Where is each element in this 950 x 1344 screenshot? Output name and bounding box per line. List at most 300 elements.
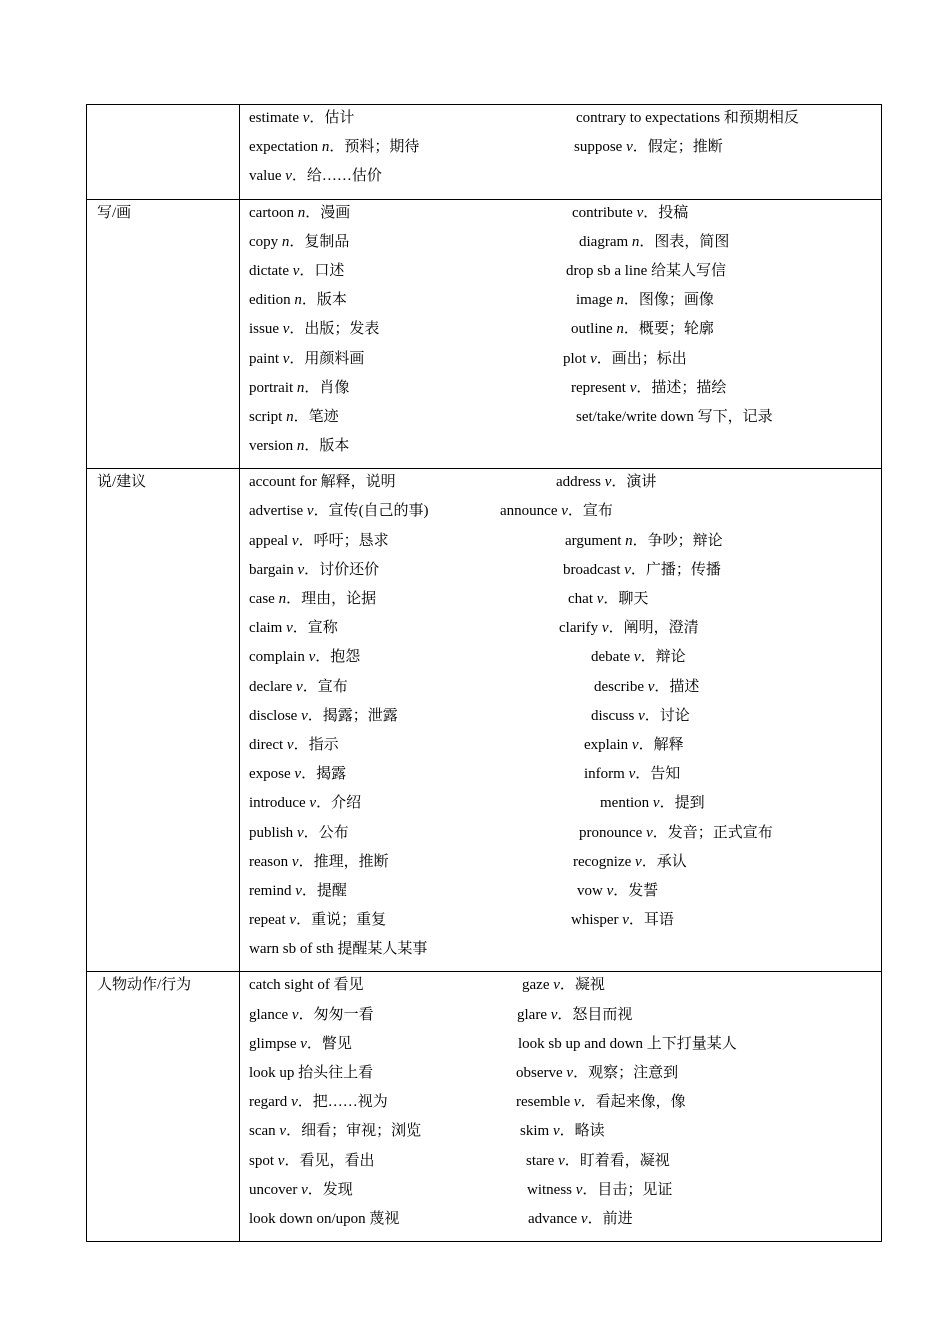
term-word: issue xyxy=(249,321,283,338)
term-meaning: ．略读 xyxy=(559,1123,605,1140)
part-of-speech: v xyxy=(566,1065,574,1081)
term-word: direct xyxy=(249,736,287,753)
vocab-term-left xyxy=(249,764,346,784)
term-word: clarify xyxy=(559,620,602,637)
part-of-speech: v xyxy=(294,766,302,783)
vocab-term-right xyxy=(591,706,690,726)
part-of-speech: v xyxy=(626,139,633,156)
vocab-line xyxy=(249,1092,881,1121)
part-of-speech: v xyxy=(604,474,612,491)
part-of-speech: v xyxy=(301,707,308,724)
term-meaning: ．图表，简图 xyxy=(639,233,730,250)
vocab-line xyxy=(249,764,881,793)
part-of-speech: v xyxy=(590,350,597,367)
part-of-speech: v xyxy=(286,736,294,753)
vocab-term-right xyxy=(584,764,680,784)
vocab-line xyxy=(249,166,881,195)
term-meaning: ．投稿 xyxy=(643,204,689,221)
vocab-term-left xyxy=(249,618,338,638)
part-of-speech: n xyxy=(278,591,287,607)
term-word: represent xyxy=(571,379,630,396)
term-meaning: ．描述；描绘 xyxy=(636,379,727,396)
category-cell: 说/建议 xyxy=(87,469,240,972)
vocab-section-row xyxy=(87,199,882,469)
part-of-speech: v xyxy=(629,379,637,396)
term-meaning: ．辩论 xyxy=(640,649,686,666)
part-of-speech: v xyxy=(291,1006,299,1023)
vocab-term-right xyxy=(576,108,799,128)
term-meaning: ．盯着看，凝视 xyxy=(564,1152,670,1169)
part-of-speech: n xyxy=(631,233,640,250)
vocab-line xyxy=(249,203,881,232)
part-of-speech: v xyxy=(638,707,645,724)
vocab-line xyxy=(249,735,881,764)
part-of-speech: v xyxy=(558,1152,565,1169)
vocab-line xyxy=(249,975,881,1004)
term-meaning: ．抱怨 xyxy=(315,649,361,666)
vocab-line xyxy=(249,618,881,647)
term-word: plot xyxy=(563,350,591,367)
vocab-line xyxy=(249,501,881,530)
vocab-term-right xyxy=(572,203,688,223)
vocab-term-left xyxy=(249,735,339,755)
words-cell xyxy=(240,972,882,1242)
term-word: copy xyxy=(249,233,282,250)
term-word: script xyxy=(249,408,287,425)
term-meaning: ．版本 xyxy=(304,438,350,455)
vocab-table xyxy=(86,104,882,1242)
term-meaning: ．复制品 xyxy=(289,233,350,250)
term-word: disclose xyxy=(249,707,302,724)
term-word: portrait xyxy=(249,379,297,396)
vocab-term-left xyxy=(249,319,379,339)
term-word: outline xyxy=(571,321,617,338)
vocab-line xyxy=(249,560,881,589)
vocab-term-left xyxy=(249,472,396,492)
vocab-line xyxy=(249,407,881,436)
term-word: resemble xyxy=(516,1094,574,1111)
part-of-speech: v xyxy=(306,503,314,520)
vocab-term-right xyxy=(574,137,723,157)
term-meaning: ．演讲 xyxy=(611,474,657,491)
vocab-term-left xyxy=(249,852,389,872)
vocab-term-left xyxy=(249,910,386,930)
term-meaning: ．概要；轮廓 xyxy=(623,321,714,338)
vocab-line xyxy=(249,349,881,378)
term-meaning: ．宣布 xyxy=(567,503,613,520)
part-of-speech: v xyxy=(628,766,636,783)
vocab-line xyxy=(249,823,881,852)
part-of-speech: n xyxy=(616,321,624,338)
vocab-term-left xyxy=(249,407,339,427)
part-of-speech: n xyxy=(296,438,305,455)
term-word: address xyxy=(556,474,605,491)
term-word: introduce xyxy=(249,795,310,812)
part-of-speech: n xyxy=(616,292,624,309)
vocab-term-right xyxy=(579,232,729,252)
term-word: gaze xyxy=(522,977,554,994)
vocab-term-left xyxy=(249,706,398,726)
term-meaning: ．宣传(自己的事) xyxy=(313,503,429,520)
term-word: contribute xyxy=(572,204,637,221)
vocab-term-right xyxy=(594,677,699,697)
part-of-speech: v xyxy=(652,795,660,812)
part-of-speech: v xyxy=(282,350,290,367)
vocab-line xyxy=(249,319,881,348)
term-word: spot xyxy=(249,1152,278,1169)
vocab-line xyxy=(249,378,881,407)
term-word: skim xyxy=(520,1123,553,1140)
vocab-term-left xyxy=(249,232,349,252)
part-of-speech: v xyxy=(647,678,655,695)
vocab-line xyxy=(249,232,881,261)
part-of-speech: v xyxy=(302,110,310,126)
part-of-speech: v xyxy=(300,1035,307,1052)
vocab-term-right xyxy=(573,852,687,872)
term-meaning: ．肖像 xyxy=(304,379,350,396)
vocab-term-left xyxy=(249,436,349,456)
words-cell xyxy=(240,105,882,200)
vocab-term-left xyxy=(249,881,347,901)
part-of-speech: v xyxy=(624,561,631,578)
part-of-speech: v xyxy=(308,649,316,666)
term-word: recognize xyxy=(573,853,636,870)
term-word: repeat xyxy=(249,912,290,929)
term-word: declare xyxy=(249,678,297,695)
term-meaning: ．用颜料画 xyxy=(289,350,365,367)
term-meaning: ．发现 xyxy=(307,1181,353,1198)
part-of-speech: v xyxy=(631,736,639,753)
term-word: observe xyxy=(516,1065,567,1081)
term-word: set/take/write down 写下，记录 xyxy=(576,408,773,425)
term-word: image xyxy=(576,292,617,309)
vocab-term-right xyxy=(517,1005,632,1025)
term-meaning: ．凝视 xyxy=(559,977,605,994)
words-cell xyxy=(240,469,882,972)
vocab-term-right xyxy=(528,1209,633,1229)
part-of-speech: v xyxy=(291,1094,298,1111)
part-of-speech: v xyxy=(295,882,302,899)
term-word: appeal xyxy=(249,532,292,549)
vocab-term-right xyxy=(565,531,723,551)
term-word: suppose xyxy=(574,139,627,156)
term-word: debate xyxy=(591,649,634,666)
vocab-section-row xyxy=(87,469,882,972)
term-word: mention xyxy=(600,795,653,812)
term-meaning: ．介绍 xyxy=(316,795,362,812)
vocab-line xyxy=(249,137,881,166)
term-meaning: ．呼吁；恳求 xyxy=(298,532,389,549)
term-word: glimpse xyxy=(249,1035,301,1052)
vocab-line xyxy=(249,290,881,319)
term-meaning: ．宣布 xyxy=(302,678,348,695)
term-word: scan xyxy=(249,1123,280,1140)
term-word: publish xyxy=(249,824,297,841)
term-word: pronounce xyxy=(579,824,647,841)
term-meaning: ．目击；见证 xyxy=(582,1181,673,1198)
part-of-speech: v xyxy=(635,853,642,870)
term-meaning: ．预料；期待 xyxy=(329,139,420,156)
term-word: cartoon xyxy=(249,204,298,221)
part-of-speech: v xyxy=(601,620,609,637)
term-meaning: ．怒目而视 xyxy=(557,1006,633,1023)
vocab-line xyxy=(249,910,881,939)
term-word: chat xyxy=(568,591,597,607)
vocab-term-left xyxy=(249,560,379,580)
term-meaning: ．争吵；辩论 xyxy=(632,532,723,549)
category-cell: 人物动作/行为 xyxy=(87,972,240,1242)
part-of-speech: v xyxy=(552,1123,560,1140)
term-meaning: ．提醒 xyxy=(301,882,347,899)
term-word: reason xyxy=(249,853,292,870)
vocab-term-left xyxy=(249,647,360,667)
vocab-term-right xyxy=(500,501,613,521)
vocab-term-right xyxy=(559,618,699,638)
vocab-term-right xyxy=(591,647,686,667)
vocab-term-right xyxy=(516,1063,678,1083)
part-of-speech: v xyxy=(297,561,305,578)
term-meaning: ．观察；注意到 xyxy=(573,1065,679,1081)
term-word: describe xyxy=(594,678,648,695)
vocab-line xyxy=(249,939,881,968)
vocab-term-left xyxy=(249,939,427,959)
term-meaning: ．看起来像，像 xyxy=(580,1094,686,1111)
term-word: witness xyxy=(527,1181,576,1198)
part-of-speech: n xyxy=(281,233,290,250)
vocab-term-left xyxy=(249,975,364,995)
vocab-section-row xyxy=(87,972,882,1242)
vocab-term-left xyxy=(249,677,348,697)
term-word: discuss xyxy=(591,707,639,724)
term-meaning: ．指示 xyxy=(293,736,339,753)
term-word: vow xyxy=(577,882,607,899)
vocab-line xyxy=(249,436,881,465)
vocab-term-right xyxy=(566,261,726,281)
part-of-speech: v xyxy=(596,591,604,607)
term-word: estimate xyxy=(249,110,303,126)
term-word: claim xyxy=(249,620,287,637)
vocab-term-left xyxy=(249,1005,374,1025)
term-meaning: ．发音；正式宣布 xyxy=(652,824,773,841)
part-of-speech: v xyxy=(646,824,653,841)
vocab-term-left xyxy=(249,1121,421,1141)
part-of-speech: v xyxy=(301,1181,308,1198)
term-meaning: ．瞥见 xyxy=(306,1035,352,1052)
part-of-speech: v xyxy=(553,977,560,994)
vocab-line xyxy=(249,852,881,881)
vocab-term-left xyxy=(249,1034,352,1054)
vocab-term-right xyxy=(576,290,714,310)
vocab-line xyxy=(249,261,881,290)
term-meaning: ．口述 xyxy=(299,262,345,279)
term-word: drop sb a line 给某人写信 xyxy=(566,262,726,279)
vocab-term-left xyxy=(249,793,361,813)
term-word: remind xyxy=(249,882,296,899)
term-word: diagram xyxy=(579,233,632,250)
term-meaning: ．广播；传播 xyxy=(630,561,721,578)
part-of-speech: v xyxy=(550,1006,558,1023)
vocab-line xyxy=(249,1063,881,1092)
term-word: argument xyxy=(565,532,626,549)
vocab-section-row xyxy=(87,105,882,200)
vocab-term-right xyxy=(522,975,605,995)
term-word: regard xyxy=(249,1094,292,1111)
vocab-line xyxy=(249,108,881,137)
term-meaning: ．讨价还价 xyxy=(304,561,380,578)
term-meaning: ．把……视为 xyxy=(297,1094,388,1111)
term-word: warn sb of sth 提醒某人某事 xyxy=(249,941,428,958)
term-meaning: ．给……估价 xyxy=(291,168,382,185)
vocab-term-left xyxy=(249,137,419,157)
term-word: explain xyxy=(584,736,632,753)
term-word: advance xyxy=(528,1210,581,1227)
term-word: look down on/upon 蔑视 xyxy=(249,1210,400,1227)
vocab-term-left xyxy=(249,1063,373,1083)
term-meaning: ．揭露；泄露 xyxy=(307,707,398,724)
vocab-line xyxy=(249,1005,881,1034)
vocab-term-left xyxy=(249,1209,399,1229)
vocab-line xyxy=(249,1209,881,1238)
term-word: advertise xyxy=(249,503,307,520)
term-word: edition xyxy=(249,292,295,309)
part-of-speech: n xyxy=(625,532,633,549)
term-word: dictate xyxy=(249,262,293,279)
term-meaning: ．图像；画像 xyxy=(623,292,714,309)
part-of-speech: v xyxy=(580,1210,588,1227)
part-of-speech: v xyxy=(575,1181,583,1198)
term-word: complain xyxy=(249,649,309,666)
term-word: case xyxy=(249,591,279,607)
vocab-term-right xyxy=(571,378,726,398)
term-meaning: ．讨论 xyxy=(644,707,690,724)
term-meaning: ．描述 xyxy=(654,678,700,695)
vocab-term-right xyxy=(556,472,656,492)
term-meaning: ．宣称 xyxy=(292,620,338,637)
part-of-speech: v xyxy=(286,620,293,637)
part-of-speech: v xyxy=(282,321,290,338)
vocab-term-right xyxy=(579,823,773,843)
vocab-term-right xyxy=(576,407,773,427)
term-word: account for 解释，说明 xyxy=(249,474,396,491)
term-meaning: ．笔迹 xyxy=(293,408,339,425)
vocab-term-right xyxy=(568,589,648,609)
part-of-speech: v xyxy=(292,262,300,279)
vocab-term-left xyxy=(249,1092,388,1112)
vocab-term-right xyxy=(584,735,684,755)
part-of-speech: v xyxy=(622,912,629,929)
vocab-line xyxy=(249,1180,881,1209)
part-of-speech: v xyxy=(289,912,297,929)
vocab-line xyxy=(249,472,881,501)
part-of-speech: n xyxy=(297,204,306,221)
term-meaning: ．阐明，澄清 xyxy=(608,620,699,637)
term-meaning: ．画出；标出 xyxy=(596,350,687,367)
vocab-term-left xyxy=(249,589,376,609)
part-of-speech: v xyxy=(291,853,299,870)
term-word: glance xyxy=(249,1006,292,1023)
term-word: look sb up and down 上下打量某人 xyxy=(518,1035,737,1052)
vocab-line xyxy=(249,647,881,676)
vocab-term-left xyxy=(249,290,347,310)
term-word: announce xyxy=(500,503,562,520)
part-of-speech: v xyxy=(285,168,292,185)
term-meaning: ．估计 xyxy=(309,110,355,126)
term-word: broadcast xyxy=(563,561,625,578)
category-cell: 写/画 xyxy=(87,199,240,469)
term-word: contrary to expectations 和预期相反 xyxy=(576,110,799,126)
term-meaning: ．细看；审视；浏览 xyxy=(286,1123,422,1140)
vocab-term-left xyxy=(249,823,349,843)
term-meaning: ．漫画 xyxy=(305,204,351,221)
term-meaning: ．聊天 xyxy=(603,591,649,607)
part-of-speech: v xyxy=(309,795,317,812)
term-meaning: ．匆匆一看 xyxy=(298,1006,374,1023)
term-meaning: ．重说；重复 xyxy=(296,912,387,929)
vocab-term-right xyxy=(516,1092,686,1112)
part-of-speech: v xyxy=(636,204,644,221)
words-cell xyxy=(240,199,882,469)
vocab-term-left xyxy=(249,108,354,128)
term-meaning: ．假定；推断 xyxy=(632,139,723,156)
term-meaning: ．解释 xyxy=(638,736,684,753)
term-meaning: ．前进 xyxy=(587,1210,633,1227)
vocab-line xyxy=(249,706,881,735)
vocab-line xyxy=(249,531,881,560)
term-word: stare xyxy=(526,1152,559,1169)
term-word: expectation xyxy=(249,139,322,156)
vocab-term-left xyxy=(249,203,350,223)
term-word: catch sight of 看见 xyxy=(249,977,364,994)
vocab-line xyxy=(249,881,881,910)
vocab-term-right xyxy=(571,319,714,339)
term-meaning: ．公布 xyxy=(303,824,349,841)
term-meaning: ．看见，看出 xyxy=(284,1152,375,1169)
part-of-speech: v xyxy=(606,882,614,899)
term-word: expose xyxy=(249,766,295,783)
term-meaning: ．推理，推断 xyxy=(298,853,389,870)
vocab-term-left xyxy=(249,349,364,369)
vocab-term-right xyxy=(520,1121,605,1141)
vocab-term-right xyxy=(527,1180,672,1200)
term-word: look up 抬头往上看 xyxy=(249,1065,374,1081)
part-of-speech: v xyxy=(296,824,304,841)
vocab-line xyxy=(249,589,881,618)
term-meaning: ．告知 xyxy=(635,766,681,783)
vocab-line xyxy=(249,1121,881,1150)
term-word: version xyxy=(249,438,297,455)
vocab-term-right xyxy=(600,793,705,813)
term-word: glare xyxy=(517,1006,551,1023)
vocab-term-right xyxy=(518,1034,737,1054)
part-of-speech: v xyxy=(561,503,568,520)
part-of-speech: v xyxy=(279,1123,287,1140)
vocab-term-left xyxy=(249,1180,353,1200)
part-of-speech: n xyxy=(321,139,330,156)
term-word: inform xyxy=(584,766,629,783)
term-word: value xyxy=(249,168,286,185)
part-of-speech: v xyxy=(277,1152,285,1169)
vocab-line xyxy=(249,677,881,706)
part-of-speech: v xyxy=(573,1094,581,1111)
term-meaning: ．发誓 xyxy=(613,882,659,899)
vocab-term-left xyxy=(249,378,349,398)
vocab-line xyxy=(249,1034,881,1063)
term-meaning: ．版本 xyxy=(301,292,347,309)
part-of-speech: n xyxy=(286,408,294,425)
vocab-line xyxy=(249,1151,881,1180)
part-of-speech: v xyxy=(291,532,299,549)
vocab-term-right xyxy=(563,560,721,580)
